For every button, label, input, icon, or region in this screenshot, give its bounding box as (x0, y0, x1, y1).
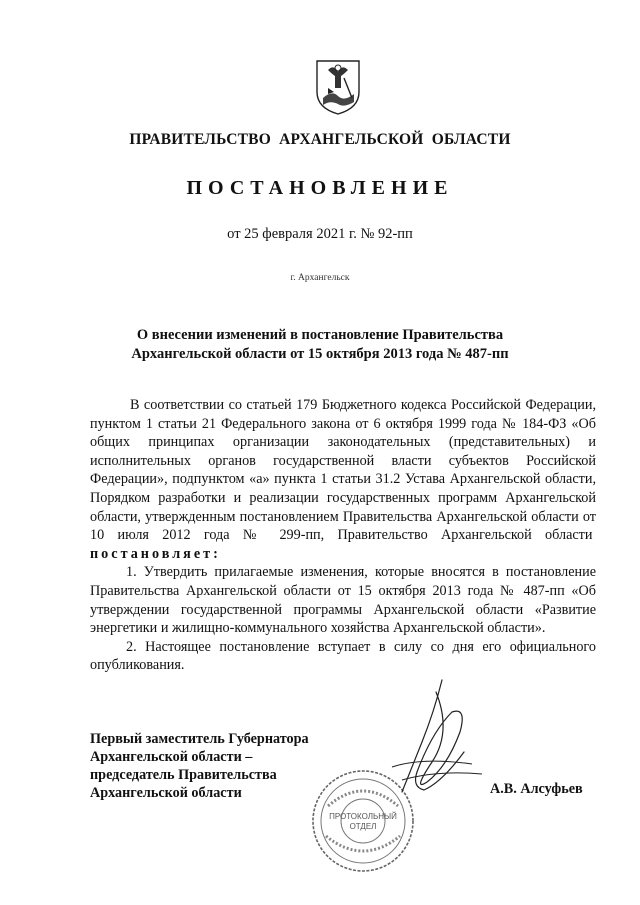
resolves-word: постановляет (90, 545, 214, 562)
signatory-title-line-2: Архангельской области – (90, 749, 253, 765)
document-body (90, 396, 596, 675)
signatory-name: А.В. Алсуфьев (490, 781, 583, 797)
handwritten-signature (372, 672, 492, 812)
preamble-text: В соответствии со статьей 179 Бюджетного кодекса Российской Федерации, пунктом 1 статьи 21 Федерального закона от 6 октября 1999 года № 184-ФЗ «Об общих принципах организации законодательных (представительных) и исполнительных органов государственной власти субъектов Российской Федерации», подпунктом «а» пункта 1 статьи 31.2 Устава Архангельской области, Порядком разработки и реализации государственных программ Архангельской области, утвержденным постановлением Правительства Архангельской области от 10 июля 2012 года № 299-пп, Правительство Архангельской области (90, 397, 596, 544)
subject-line-1: О внесении изменений в постановление Правительства (136, 327, 504, 343)
document-date-number: от 25 февраля 2021 г. № 92-пп (227, 226, 413, 242)
document-city: г. Архангельск (290, 273, 350, 283)
preamble-paragraph (90, 396, 596, 563)
signatory-title-line-1: Первый заместитель Губернатора (90, 731, 309, 747)
document-subject (0, 326, 640, 363)
stamp-center-line-2: ОТДЕЛ (349, 822, 377, 831)
stamp-center-line-1: ПРОТОКОЛЬНЫЙ (329, 812, 397, 821)
document-type: ПОСТАНОВЛЕНИЕ (186, 177, 454, 199)
archangel-coat-of-arms-icon (314, 58, 362, 116)
resolves-colon: : (213, 545, 218, 562)
organization-title: ПРАВИТЕЛЬСТВО АРХАНГЕЛЬСКОЙ ОБЛАСТИ (129, 131, 511, 148)
signatory-title-line-4: Архангельской области (90, 785, 242, 801)
resolution-item-2: 2. Настоящее постановление вступает в силу со дня его официального опубликования. (90, 638, 596, 674)
resolution-item-1: 1. Утвердить прилагаемые изменения, которые вносятся в постановление Правительства Архангельской области от 15 октября 2013 года № 487-пп «Об утверждении государственной программы Архангельской области «Развитие энергетики и жилищно-коммунального хозяйства Архангельской области». (90, 564, 596, 637)
signatory-title-line-3: председатель Правительства (90, 767, 277, 783)
subject-line-2: Архангельской области от 15 октября 2013 года № 487-пп (131, 345, 509, 362)
